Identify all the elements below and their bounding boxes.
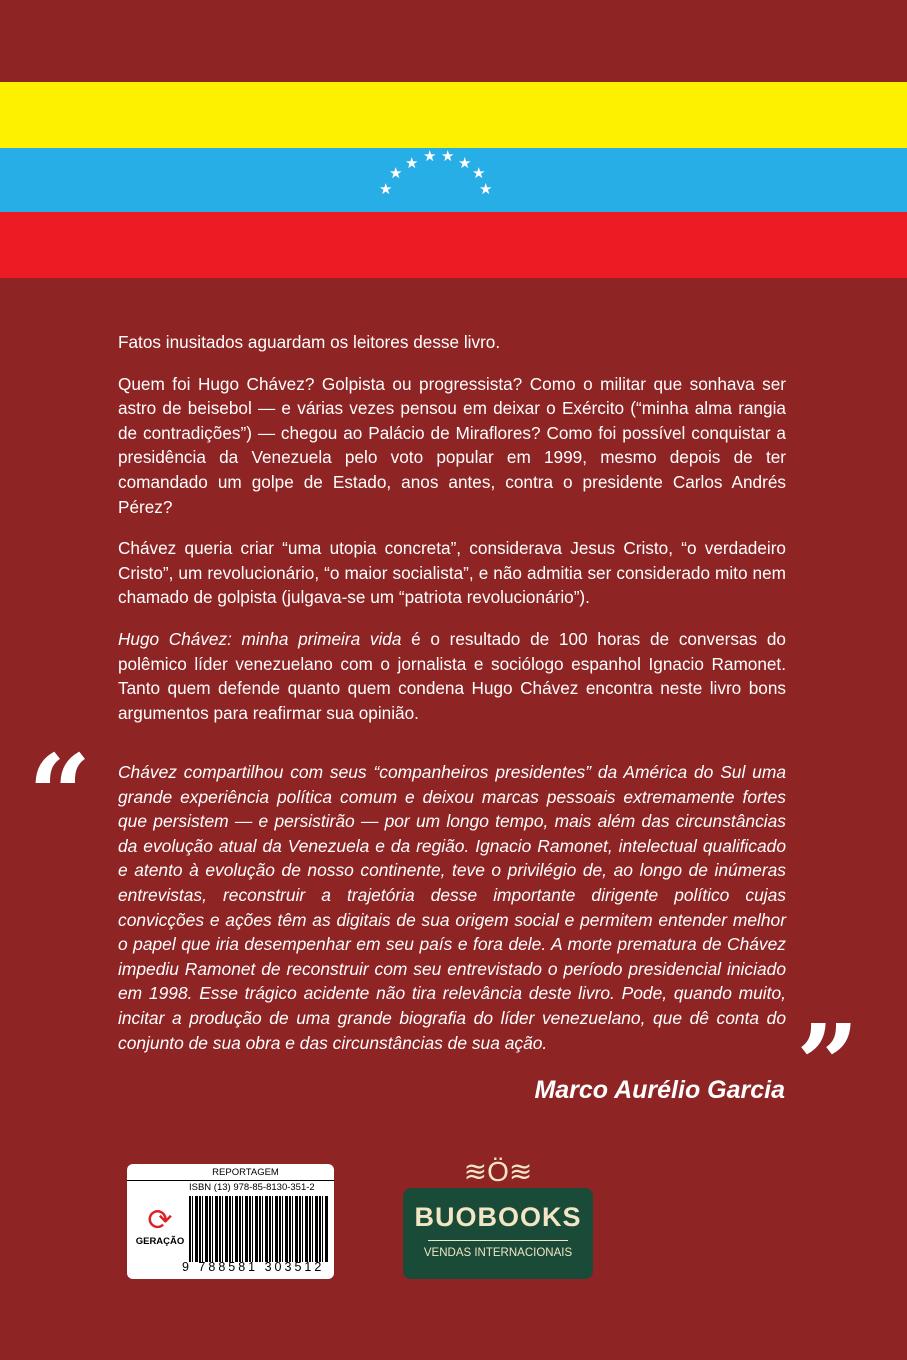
star-icon: ★: [423, 148, 437, 165]
paragraph: Fatos inusitados aguardam os leitores desse livro.: [118, 332, 501, 352]
owl-wings-icon: ≋Ö≋: [463, 1156, 533, 1187]
blurb-quote: Chávez compartilhou com seus “companheiros presidentes” da América do Sul uma grande experiência política comum e deixou marcas pessoais extremamente fortes que persistem — e persistirão — por um longo tempo, mais além das circunstâncias da evolução atual da Venezuela e da região. Ignacio Ramonet, intelectual qualificado e atento à evolução de nosso continente, teve o privilégio de, ao longo de inúmeras entrevistas, reconstruir a trajetória desse importante dirigente político cujas convicções e ações têm as digitais de sua origem social e permitem entender melhor o papel que iria desempenhar em seu país e fora dele. A morte prematura de Chávez impediu Ramonet de reconstruir com seu entrevistado o período presidencial iniciado em 1998. Esse trágico acidente não tira relevância deste livro. Pode, quando muito, incitar a produção de uma grande biografia do líder venezuelano, que dê conta do conjunto de sua obra e das circunstâncias de sua ação.: [118, 762, 786, 1053]
star-icon: ★: [472, 165, 486, 182]
barcode-label: [127, 1164, 334, 1279]
buobooks-name: BUOBOOKS: [414, 1202, 582, 1232]
close-quote-icon: ”: [796, 1000, 860, 1129]
buobooks-subtitle: VENDAS INTERNACIONAIS: [423, 1247, 573, 1259]
star-icon: ★: [441, 148, 455, 165]
quote-author: Marco Aurélio Garcia: [534, 1076, 785, 1104]
category: REPORTAGEM: [127, 1167, 334, 1181]
star-icon: ★: [405, 155, 419, 172]
open-quote-icon: “: [28, 730, 92, 859]
star-icon: ★: [479, 181, 493, 198]
barcode-bars: [189, 1196, 329, 1262]
publisher-name: GERAÇÃO: [135, 1236, 185, 1247]
paragraph-text: é o resultado de 100 horas de conversas do polêmico líder venezuelano com o jornalista e sociólogo espanhol Ignacio Ramonet. Tanto quem defende quanto quem condena Hugo Chávez encontra neste livro bons argumentos para reafirmar sua opinião.: [118, 628, 786, 723]
book-title: Hugo Chávez: minha primeira vida: [118, 628, 402, 649]
divider: [428, 1240, 568, 1241]
flag-red-stripe: [0, 212, 907, 278]
paragraph: Quem foi Hugo Chávez? Golpista ou progressista? Como o militar que sonhava ser astro de beisebol — e várias vezes pensou em deixar o Exército (“minha alma rangia de contradições”) — chegou ao Palácio de Miraflores? Como foi possível conquistar a presidência da Venezuela pelo voto popular em 1999, mesmo depois de ter comandado um golpe de Estado, anos antes, contra o presidente Carlos Andrés Pérez?: [118, 373, 786, 517]
barcode-number: 9 788581 303512: [182, 1260, 325, 1274]
synopsis: [118, 330, 786, 742]
isbn: ISBN (13) 978-85-8130-351-2: [189, 1182, 315, 1193]
paragraph: Chávez queria criar “uma utopia concreta”, considerava Jesus Cristo, “o verdadeiro Cristo”, um revolucionário, “o maior socialista”, e não admitia ser considerado mito nem chamado de golpista (julgava-se um “patriota revolucionário”).: [118, 538, 786, 608]
star-icon: ★: [389, 165, 403, 182]
star-icon: ★: [458, 155, 472, 172]
buobooks-logo: [403, 1188, 593, 1279]
star-icon: ★: [379, 181, 393, 198]
publisher-logo: [135, 1206, 185, 1247]
paragraph: [118, 627, 786, 725]
flag-yellow-stripe: [0, 82, 907, 148]
geracao-logo-icon: ⟳: [147, 1204, 173, 1237]
